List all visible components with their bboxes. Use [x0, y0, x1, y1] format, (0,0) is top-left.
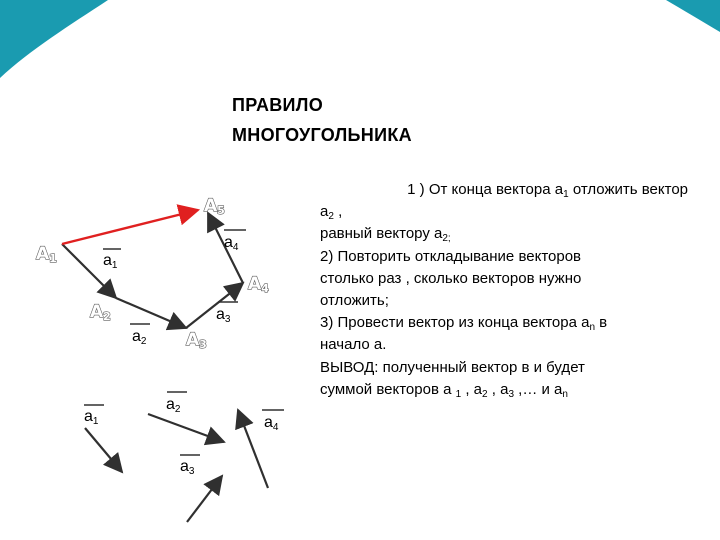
vector-label-a2: $a_2$	[132, 328, 147, 347]
rule-line: 2) Повторить откладывание векторов	[320, 247, 582, 265]
vector-a2-polygon	[116, 298, 186, 328]
point-label-a3: $A_3$	[186, 330, 207, 351]
rule-line: 3) Провести вектор из конца вектора $а_n$ в	[320, 314, 608, 334]
vector-a1-free	[85, 428, 122, 472]
rule-line: 1 ) От конца вектора $а_1$ отложить вектор	[407, 181, 688, 200]
free-vector-label-a2: $a_2$	[166, 396, 181, 415]
teal-corner-top-right	[666, 0, 720, 32]
vector-a2-free	[148, 414, 224, 442]
teal-corner-top-left	[0, 0, 108, 78]
slide-title	[232, 90, 412, 150]
free-vector-label-a3: $a_3$	[180, 458, 195, 477]
point-label-a4: $A_4$	[248, 274, 269, 295]
vector-label-a1: $a_1$	[103, 252, 118, 271]
sum-vector-red	[62, 210, 198, 244]
vector-label-a4: $a_4$	[224, 234, 239, 253]
title-line-1: ПРАВИЛО	[232, 95, 324, 115]
rule-line: отложить;	[320, 292, 389, 310]
point-label-a2: $A_2$	[90, 302, 111, 323]
point-label-a5: $A_5$	[204, 196, 225, 217]
rule-line: равный вектору $а_{2;}$	[320, 225, 451, 245]
rule-line: $а_2$ ,	[320, 203, 343, 223]
rule-line: столько раз , сколько векторов нужно	[320, 269, 582, 287]
vector-a3-free	[187, 476, 222, 522]
rule-line: суммой векторов а $_1$ , $а_2$ , $а_3$ ,… и $а_n$	[320, 380, 568, 400]
rule-line: начало а.	[320, 336, 387, 354]
vector-a3-polygon	[186, 283, 243, 328]
rule-text	[296, 179, 688, 401]
rule-line: ВЫВОД: полученный вектор в и будет	[320, 358, 585, 376]
free-vector-label-a1: $a_1$	[84, 408, 99, 427]
free-vector-label-a4: $a_4$	[264, 414, 279, 433]
point-label-a1: $A_1$	[36, 244, 57, 265]
vector-label-a3: $a_3$	[216, 306, 231, 325]
title-line-2: МНОГОУГОЛЬНИКА	[232, 125, 412, 145]
